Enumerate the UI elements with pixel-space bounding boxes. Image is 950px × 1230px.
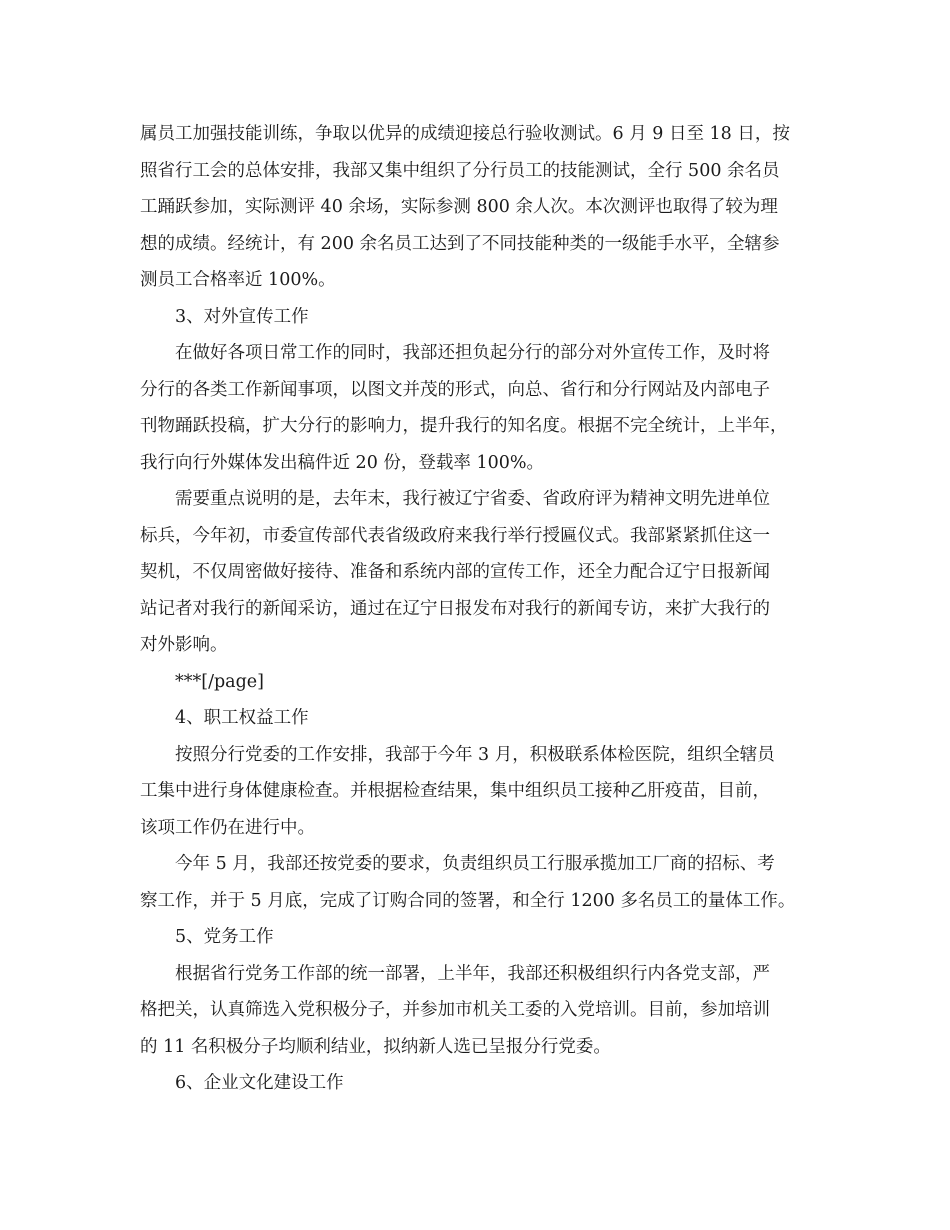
paragraph-start: 需要重点说明的是，去年末，我行被辽宁省委、省政府评为精神文明先进单位 xyxy=(175,489,770,509)
text-line: 想的成绩。经统计，有 200 余名员工达到了不同技能种类的一级能手水平，全辖参 xyxy=(140,233,780,254)
text-line: 的 11 名积极分子均顺利结业，拟纳新人选已呈报分行党委。 xyxy=(140,1036,611,1057)
text-line: 察工作，并于 5 月底，完成了订购合同的签署，和全行 1200 多名员工的量体工作。 xyxy=(140,890,796,911)
section-heading-3: 3、对外宣传工作 xyxy=(175,306,309,327)
text-line: 对外影响。 xyxy=(140,635,228,655)
text-line: 刊物踊跃投稿，扩大分行的影响力，提升我行的知名度。根据不完全统计，上半年， xyxy=(140,416,788,436)
paragraph-start: 今年 5 月，我部还按党委的要求，负责组织员工行服承揽加工厂商的招标、考 xyxy=(175,854,775,874)
paragraph-start: 在做好各项日常工作的同时，我部还担负起分行的部分对外宣传工作，及时将 xyxy=(175,343,770,363)
text-line: 我行向行外媒体发出稿件近 20 份，登载率 100%。 xyxy=(140,452,544,473)
text-line: 照省行工会的总体安排，我部又集中组织了分行员工的技能测试，全行 500 余名员 xyxy=(140,160,780,181)
text-line: 分行的各类工作新闻事项，以图文并茂的形式，向总、省行和分行网站及内部电子 xyxy=(140,379,770,400)
page-marker: ***[/page] xyxy=(175,671,264,692)
text-line: 格把关，认真筛选入党积极分子，并参加市机关工委的入党培训。目前，参加培训 xyxy=(140,1000,770,1020)
text-line: 站记者对我行的新闻采访，通过在辽宁日报发布对我行的新闻专访，来扩大我行的 xyxy=(140,598,770,619)
document-body xyxy=(140,116,830,1102)
text-line: 契机，不仅周密做好接待、准备和系统内部的宣传工作，还全力配合辽宁日报新闻 xyxy=(140,562,770,582)
section-heading-5: 5、党务工作 xyxy=(175,927,274,947)
paragraph-start: 按照分行党委的工作安排，我部于今年 3 月，积极联系体检医院，组织全辖员 xyxy=(175,744,775,765)
text-line: 工集中进行身体健康检查。并根据检查结果，集中组织员工接种乙肝疫苗，目前， xyxy=(140,781,770,801)
text-line: 属员工加强技能训练，争取以优异的成绩迎接总行验收测试。6 月 9 日至 18 日，按 xyxy=(140,124,790,144)
paragraph-start: 根据省行党务工作部的统一部署，上半年，我部还积极组织行内各党支部，严 xyxy=(175,963,770,984)
section-heading-6: 6、企业文化建设工作 xyxy=(175,1073,344,1093)
text-line: 工踊跃参加，实际测评 40 余场，实际参测 800 余人次。本次测评也取得了较为理 xyxy=(140,197,778,217)
text-line: 该项工作仍在进行中。 xyxy=(140,817,315,838)
text-line: 标兵，今年初，市委宣传部代表省级政府来我行举行授匾仪式。我部紧紧抓住这一 xyxy=(140,525,770,546)
text-line: 测员工合格率近 100%。 xyxy=(140,270,336,290)
section-heading-4: 4、职工权益工作 xyxy=(175,708,309,728)
